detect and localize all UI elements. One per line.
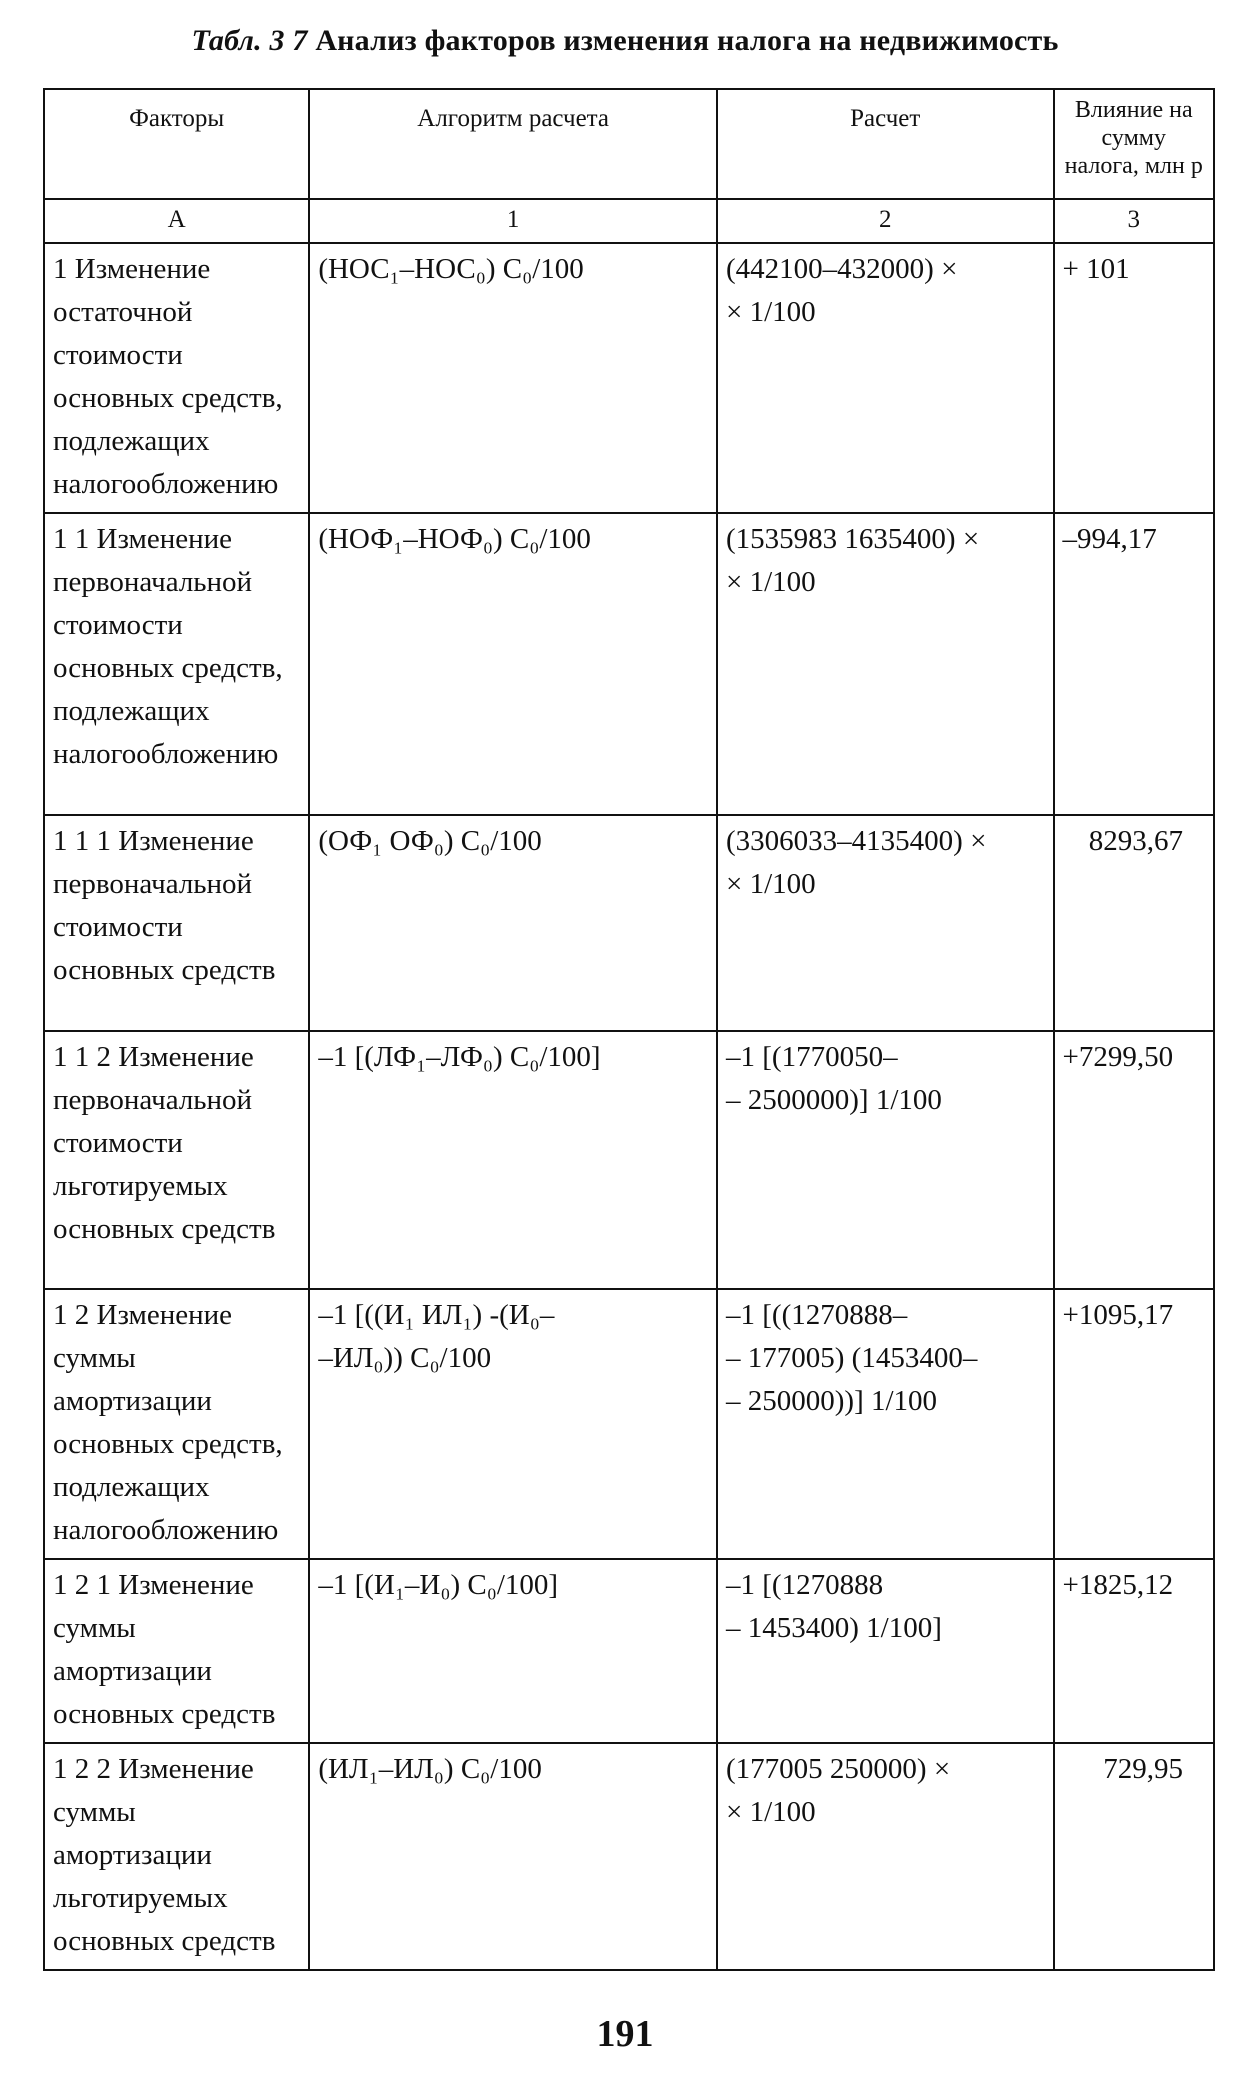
table-label: Табл. 3 7: [191, 24, 308, 57]
algorithm-cell: –1 [(И₁–И₀) С₀/100]: [309, 1559, 717, 1743]
impact-cell: 729,95: [1054, 1743, 1215, 1970]
page-number: 191: [596, 2013, 654, 2055]
index-a: А: [44, 199, 309, 243]
calculation-cell: –1 [(1770050– – 2500000)] 1/100: [717, 1031, 1054, 1289]
impact-cell: +1095,17: [1054, 1289, 1215, 1559]
header-algorithm: Алгоритм расчета: [309, 89, 717, 199]
calculation-cell: –1 [(1270888 – 1453400) 1/100]: [717, 1559, 1054, 1743]
impact-cell: + 101: [1054, 243, 1215, 513]
factor-cell: 1 1 2 Изменение первоначальной стоимости льготируемых основных средств: [44, 1031, 309, 1289]
factor-cell: 1 2 Изменение суммы амортизации основных средств, подлежащих налогообложению: [44, 1289, 309, 1559]
factor-cell: 1 2 1 Изменение суммы амортизации основных средств: [44, 1559, 309, 1743]
calculation-cell: (177005 250000) × × 1/100: [717, 1743, 1054, 1970]
algorithm-cell: (ИЛ₁–ИЛ₀) С₀/100: [309, 1743, 717, 1970]
table-row: [44, 513, 1214, 815]
factor-cell: 1 Изменение остаточной стоимости основных средств, подлежащих налогообложению: [44, 243, 309, 513]
algorithm-cell: (НОС₁–НОС₀) С₀/100: [309, 243, 717, 513]
algorithm-cell: –1 [(ЛФ₁–ЛФ₀) С₀/100]: [309, 1031, 717, 1289]
impact-cell: 8293,67: [1054, 815, 1215, 1031]
factor-cell: 1 2 2 Изменение суммы амортизации льготируемых основных средств: [44, 1743, 309, 1970]
index-row: [44, 199, 1214, 243]
index-3: 3: [1054, 199, 1215, 243]
header-factors: Факторы: [44, 89, 309, 199]
table-row: [44, 1031, 1214, 1289]
calculation-cell: –1 [((1270888– – 177005) (1453400– – 250000))] 1/100: [717, 1289, 1054, 1559]
index-1: 1: [309, 199, 717, 243]
algorithm-cell: –1 [((И₁ ИЛ₁) -(И₀– –ИЛ₀)) С₀/100: [309, 1289, 717, 1559]
factor-cell: 1 1 1 Изменение первоначальной стоимости основных средств: [44, 815, 309, 1031]
calculation-cell: (1535983 1635400) × × 1/100: [717, 513, 1054, 815]
table-row: [44, 1743, 1214, 1970]
header-impact: Влияние на сумму налога, млн р: [1054, 89, 1215, 199]
table-row: [44, 815, 1214, 1031]
factor-analysis-table: [43, 88, 1215, 1971]
impact-cell: –994,17: [1054, 513, 1215, 815]
impact-cell: +7299,50: [1054, 1031, 1215, 1289]
algorithm-cell: (ОФ₁ ОФ₀) С₀/100: [309, 815, 717, 1031]
table-title-text: Анализ факторов изменения налога на недвижимость: [315, 24, 1059, 57]
impact-cell: +1825,12: [1054, 1559, 1215, 1743]
calculation-cell: (442100–432000) × × 1/100: [717, 243, 1054, 513]
table-row: [44, 1289, 1214, 1559]
header-row: [44, 89, 1214, 199]
calculation-cell: (3306033–4135400) × × 1/100: [717, 815, 1054, 1031]
factor-cell: 1 1 Изменение первоначальной стоимости основных средств, подлежащих налогообложению: [44, 513, 309, 815]
header-calculation: Расчет: [717, 89, 1054, 199]
index-2: 2: [717, 199, 1054, 243]
table-row: [44, 1559, 1214, 1743]
algorithm-cell: (НОФ₁–НОФ₀) С₀/100: [309, 513, 717, 815]
table-row: [44, 243, 1214, 513]
table-title: [0, 24, 1250, 58]
